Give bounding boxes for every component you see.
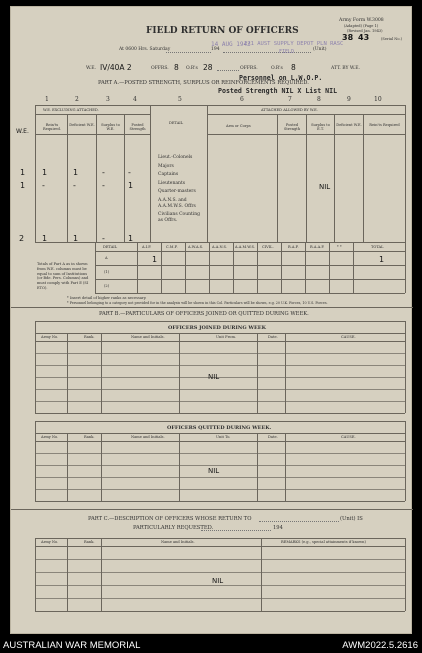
hw-r2-c1: - — [42, 181, 45, 190]
col-number-1: 1 — [45, 96, 49, 103]
detail-quartermasters: Quarter-masters — [158, 189, 196, 194]
hw-r1-c4: - — [128, 168, 131, 177]
joined-col-line-1 — [67, 333, 68, 413]
summary-col-7 — [281, 242, 282, 293]
part-a-note: Totals of Part A as in shown from W.E. columns must be equal to sum of Institutions (or Bde. Pers. Columns) and must comply with Part E (SI ETO). — [37, 262, 89, 290]
quitted-head-top — [35, 433, 405, 434]
joined-col-name: Name and Initials. — [131, 335, 165, 339]
typed-lwop: Personnel on L.W.O.P. — [239, 74, 323, 82]
col-number-10: 10 — [374, 96, 382, 103]
part-a-body-bottom-rule — [35, 242, 405, 243]
hw-total-c1: 1 — [42, 234, 48, 243]
serial-prefix: 38 — [342, 33, 354, 42]
or-label: O.R's — [186, 66, 198, 71]
summary-head-aif: A.I.F. — [142, 245, 152, 249]
joined-col-line-6 — [405, 321, 406, 413]
col-head-deficient: Deficient W.E. — [69, 123, 95, 127]
col-line-10 — [405, 105, 406, 242]
summary-head-awas: A.W.A.S. — [188, 245, 204, 249]
typed-posted-strength: Posted Strength NIL X List NIL — [218, 87, 338, 95]
part-c-col-rank: Rank. — [84, 540, 95, 544]
summary-rule-3 — [95, 293, 405, 294]
col-line-2 — [96, 114, 97, 242]
summary-col-8 — [305, 242, 306, 293]
detail-civilians: Civilians Counting as Offrs. — [158, 212, 201, 223]
col-line-7 — [306, 114, 307, 242]
col-number-2: 2 — [75, 96, 79, 103]
unit-label: (Unit) — [313, 47, 327, 52]
at-time-label: At 0600 Hrs. Saturday — [119, 47, 171, 52]
part-c-head-top — [35, 538, 405, 539]
joined-col-line-3 — [179, 333, 180, 413]
quitted-col-rank: Rank. — [84, 435, 95, 439]
col-head-posted: Posted Strength — [129, 123, 146, 131]
col-head-surplus-2: Surplus to E.T. — [311, 123, 330, 131]
col-number-5: 5 — [178, 96, 182, 103]
part-c-col-line-0 — [35, 538, 36, 611]
hw-r1-c2: 1 — [73, 168, 79, 177]
offrs-label: OFFRS. — [151, 66, 169, 71]
joined-head-bottom — [35, 341, 405, 342]
part-c-top-rule — [11, 509, 413, 510]
quitted-row-rule-2 — [35, 465, 405, 466]
part-c-row-rule-3 — [35, 585, 405, 586]
joined-col-cause: CAUSE. — [341, 335, 356, 339]
part-c-row-rule-4 — [35, 598, 405, 599]
summary-head-other: * * — [337, 245, 342, 249]
joined-title-top — [35, 321, 405, 322]
joined-col-line-0 — [35, 321, 36, 413]
hw-total-c0: 2 — [19, 234, 25, 243]
joined-bottom-rule — [35, 413, 405, 414]
stamp-date: 14 AUG 1943 — [211, 41, 251, 48]
quitted-head-bottom — [35, 441, 405, 442]
summary-col-4 — [209, 242, 210, 293]
summary-col-2 — [161, 242, 162, 293]
attached-group-label: ATTACHED ALLOWED BY W.E. — [261, 108, 318, 112]
hw-summary-aif: 1 — [152, 255, 158, 264]
joined-row-rule-1 — [35, 353, 405, 354]
part-c-bottom-rule — [35, 611, 405, 612]
footnote-1: * Insert detail of higher ranks as necessary. — [67, 296, 147, 300]
quitted-bottom-rule — [35, 501, 405, 502]
we-group-label: W.E. EXCLUDING ATTACHED. — [43, 108, 99, 112]
hw-part-c-nil: NIL — [212, 577, 224, 585]
we-dots-1 — [217, 70, 239, 71]
or-value: 28 — [203, 63, 213, 72]
part-c-col-remarks: REMARKS (e.g., special attainments if known) — [281, 540, 366, 544]
summary-col-0 — [95, 242, 96, 293]
quitted-col-line-6 — [405, 421, 406, 501]
hw-r1-c0: 1 — [20, 168, 26, 177]
quitted-col-line-4 — [257, 433, 258, 501]
part-c-row-rule-2 — [35, 572, 405, 573]
hw-r2-c0: 1 — [20, 181, 26, 190]
ors2-value: 8 — [291, 63, 296, 72]
summary-col-1 — [137, 242, 138, 293]
army-form-line-3: (Revised Jan. 1943) — [347, 29, 383, 33]
form-title: FIELD RETURN OF OFFICERS — [146, 26, 299, 36]
joined-title: OFFICERS JOINED DURING WEEK — [168, 325, 266, 331]
part-c-col-army-no: Army No. — [41, 540, 59, 544]
summary-row-a: A — [105, 256, 108, 260]
detail-majors: Majors — [158, 164, 174, 169]
quitted-title: OFFICERS QUITTED DURING WEEK. — [167, 425, 272, 431]
offrs2-label: OFFRS. — [240, 66, 258, 71]
part-c-col-line-2 — [101, 538, 102, 611]
col-line-5 — [207, 105, 208, 242]
part-c-title-2: PARTICULARLY REQUESTED. — [133, 525, 214, 531]
quitted-col-line-1 — [67, 433, 68, 501]
joined-col-rank: Rank. — [84, 335, 95, 339]
we-head-rule — [35, 134, 150, 135]
detail-aans: A.A.N.S. and A.A.M.W.S. Offrs — [158, 198, 196, 209]
col-number-9: 9 — [347, 96, 351, 103]
part-c-col-name: Name and Initials. — [161, 540, 195, 544]
col-head-reints: Rein'ts Required. — [43, 123, 61, 131]
summary-head-total: TOTAL — [371, 245, 384, 249]
summary-col-6 — [257, 242, 258, 293]
part-a-title: PART A.—POSTED STRENGTH, SURPLUS OR REINFORCEMENTS REQUIRED. — [98, 80, 309, 86]
hw-r2-c4: 1 — [128, 181, 134, 190]
army-form-line-1: Army Form W.3008 — [339, 18, 384, 23]
joined-col-date: Date. — [268, 335, 278, 339]
joined-col-line-2 — [101, 333, 102, 413]
col-line-8 — [334, 114, 335, 242]
hw-r1-c3: - — [102, 168, 105, 177]
we-label: W.E. — [86, 66, 96, 71]
part-c-date-dots — [201, 530, 271, 531]
ors2-label: O.R's — [271, 66, 283, 71]
col-number-7: 7 — [288, 96, 292, 103]
we-row-label: W.E. — [16, 128, 29, 135]
summary-head-civil: CIVIL. — [262, 245, 274, 249]
col-head-reints-2: Rein'ts Required — [369, 123, 400, 127]
archive-footer — [0, 638, 422, 653]
part-c-col-line-4 — [405, 538, 406, 611]
col-number-3: 3 — [106, 96, 110, 103]
joined-row-rule-4 — [35, 389, 405, 390]
detail-lt-colonels: Lieut.-Colonels — [158, 155, 193, 160]
summary-col-11 — [405, 242, 406, 293]
col-line-9 — [363, 114, 364, 242]
hw-attached-nil: NIL — [319, 183, 331, 191]
quitted-row-rule-4 — [35, 489, 405, 490]
quitted-row-rule-3 — [35, 477, 405, 478]
summary-head-aamws: A.A.M.W.S. — [235, 245, 255, 249]
part-c-unit-dots — [259, 521, 339, 522]
part-c-row-rule-1 — [35, 559, 405, 560]
quitted-row-rule-1 — [35, 453, 405, 454]
hw-total-c2: 1 — [73, 234, 79, 243]
joined-head-top — [35, 333, 405, 334]
part-b-title: PART B.—PARTICULARS OF OFFICERS JOINED OR QUITTED DURING WEEK. — [99, 311, 309, 317]
hw-quitted-nil: NIL — [208, 467, 220, 475]
part-c-col-line-3 — [261, 538, 262, 611]
detail-captains: Captains — [158, 172, 179, 177]
quitted-col-name: Name and Initials. — [131, 435, 165, 439]
quitted-col-line-5 — [285, 433, 286, 501]
hw-r2-c2: - — [73, 181, 76, 190]
summary-head-cmf: C.M.F. — [166, 245, 178, 249]
col-line-6 — [277, 114, 278, 242]
offrs-value: 8 — [174, 63, 179, 72]
col-line-3 — [124, 114, 125, 242]
col-line-0 — [35, 105, 36, 242]
part-b-top-rule — [11, 307, 413, 308]
hw-joined-nil: NIL — [208, 373, 220, 381]
quitted-col-line-3 — [179, 433, 180, 501]
quitted-col-cause: CAUSE. — [341, 435, 356, 439]
we-group-rule — [35, 114, 150, 115]
unit-dots — [223, 52, 311, 53]
date-dots — [166, 52, 211, 53]
att-label: ATT. BY W.E. — [331, 66, 360, 71]
joined-row-rule-2 — [35, 365, 405, 366]
summary-head-aans: A.A.N.S. — [212, 245, 228, 249]
hw-total-c3: - — [102, 234, 105, 243]
part-c-title-1: PART C.—DESCRIPTION OF OFFICERS WHOSE RETURN TO — [88, 516, 252, 522]
quitted-col-line-2 — [101, 433, 102, 501]
col-head-arm: Arm or Corps — [226, 124, 251, 128]
hw-r1-c1: 1 — [42, 168, 48, 177]
summary-col-9 — [329, 242, 330, 293]
footnote-2: * Personnel belonging to a category not provided for in the analysis will be shown in this Col. Particulars will be shown, e.g. 20 U.K. Forces, 10 U.S. Forces. — [67, 301, 328, 305]
joined-col-line-5 — [285, 333, 286, 413]
quitted-col-line-0 — [35, 421, 36, 501]
document-page — [10, 6, 412, 634]
date-year: 194 — [211, 47, 220, 52]
part-c-year: 194 — [273, 525, 283, 531]
col-line-4 — [150, 105, 151, 242]
summary-col-5 — [233, 242, 234, 293]
stamp-sub: FIELD — [279, 49, 295, 55]
summary-head-rule — [95, 251, 405, 252]
summary-head-detail: DETAIL — [103, 245, 118, 249]
joined-col-line-4 — [257, 333, 258, 413]
footer-institution: AUSTRALIAN WAR MEMORIAL — [3, 640, 141, 651]
quitted-col-date: Date. — [268, 435, 278, 439]
serial-label: (Serial No.) — [381, 37, 403, 41]
part-a-top-rule — [35, 105, 405, 106]
joined-row-rule-3 — [35, 377, 405, 378]
col-number-8: 8 — [317, 96, 321, 103]
col-line-1 — [67, 114, 68, 242]
part-c-col-line-1 — [67, 538, 68, 611]
joined-col-unit-from: Unit From. — [216, 335, 237, 339]
summary-rule-2 — [95, 279, 405, 280]
summary-head-raf: R.A.F. — [288, 245, 299, 249]
hw-total-c4: 1 — [128, 234, 134, 243]
col-number-4: 4 — [133, 96, 137, 103]
part-c-unit-label: (Unit) IS — [340, 516, 363, 522]
serial-number: 43 — [358, 33, 370, 42]
summary-col-10 — [353, 242, 354, 293]
quitted-title-top — [35, 421, 405, 422]
joined-col-army-no: Army No. — [41, 335, 59, 339]
col-head-posted-2: Posted Strength — [283, 123, 301, 131]
hw-summary-total: 1 — [379, 255, 385, 264]
stamp-unit: 2/1 AUST SUPPLY DEPOT PLN RASC — [244, 41, 344, 47]
joined-row-rule-5 — [35, 401, 405, 402]
footer-accession-number: AWM2022.5.2616 — [342, 640, 418, 651]
col-number-6: 6 — [240, 96, 244, 103]
col-head-detail: DETAIL — [169, 121, 184, 125]
hw-r2-c3: - — [102, 181, 105, 190]
detail-lieutenants: Lieutenants — [158, 181, 186, 186]
summary-col-3 — [185, 242, 186, 293]
quitted-col-army-no: Army No. — [41, 435, 59, 439]
summary-row-1: (1) — [104, 270, 110, 274]
we-value: IV/40A 2 — [100, 63, 132, 72]
summary-row-2: (2) — [104, 284, 110, 288]
army-form-line-2: (Adapted) (Page 1) — [344, 24, 379, 28]
col-head-surplus: Surplus to W.E. — [101, 123, 120, 131]
summary-rule-1 — [95, 265, 405, 266]
part-c-head-bottom — [35, 546, 405, 547]
quitted-col-unit-to: Unit To. — [216, 435, 231, 439]
summary-head-raaf: R.A.A.F. — [310, 245, 325, 249]
col-head-deficient-2: Deficient W.E. — [336, 123, 362, 127]
